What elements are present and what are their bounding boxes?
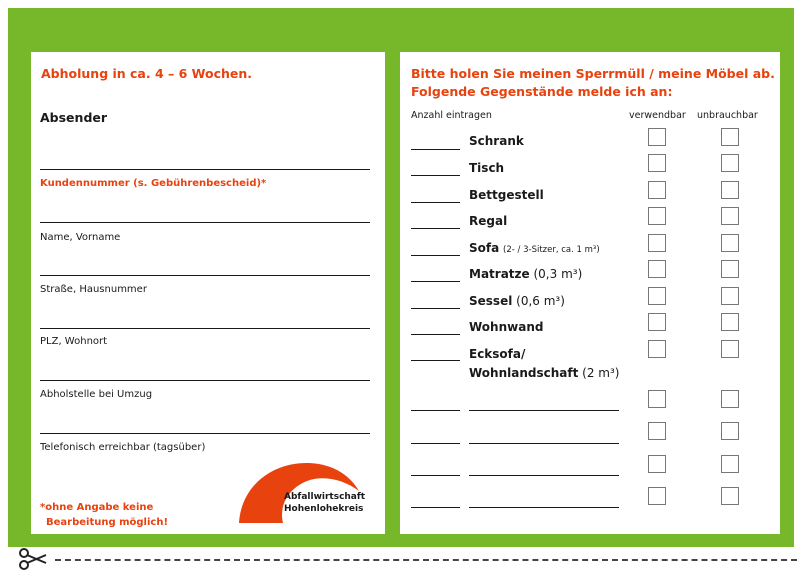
count-line[interactable]	[411, 281, 460, 282]
customer-number-label: Kundennummer (s. Gebührenbescheid)*	[40, 178, 267, 189]
cut-line	[55, 559, 797, 561]
usable-checkbox[interactable]	[648, 340, 666, 358]
count-column-header: Anzahl eintragen	[411, 110, 492, 121]
usable-checkbox[interactable]	[648, 313, 666, 331]
usable-checkbox[interactable]	[648, 422, 666, 440]
unusable-checkbox[interactable]	[721, 260, 739, 278]
request-title-line-2: Folgende Gegenstände melde ich an:	[411, 84, 673, 99]
item-name: Sessel	[469, 294, 513, 308]
count-line[interactable]	[411, 360, 460, 361]
usable-checkbox[interactable]	[648, 207, 666, 225]
usable-checkbox[interactable]	[648, 181, 666, 199]
usable-checkbox[interactable]	[648, 234, 666, 252]
item-label	[469, 267, 582, 281]
note-line-1: *ohne Angabe keine	[40, 502, 154, 513]
sender-line[interactable]	[40, 169, 370, 170]
item-name: Wohnwand	[469, 320, 544, 334]
required-note	[40, 500, 168, 530]
unusable-checkbox[interactable]	[721, 181, 739, 199]
pickup-time-title: Abholung in ca. 4 – 6 Wochen.	[41, 66, 253, 81]
item-label	[469, 320, 543, 334]
phone-label: Telefonisch erreichbar (tagsüber)	[40, 442, 206, 453]
count-line[interactable]	[411, 308, 460, 309]
count-line[interactable]	[411, 334, 460, 335]
count-line[interactable]	[411, 475, 460, 476]
postcode-line[interactable]	[40, 380, 370, 381]
count-line[interactable]	[411, 507, 460, 508]
count-line[interactable]	[411, 202, 460, 203]
unusable-checkbox[interactable]	[721, 487, 739, 505]
count-line[interactable]	[411, 410, 460, 411]
sender-heading: Absender	[40, 110, 108, 125]
name-line[interactable]	[40, 275, 370, 276]
unusable-checkbox[interactable]	[721, 154, 739, 172]
item-label	[469, 347, 525, 361]
request-title	[411, 65, 775, 101]
usable-checkbox[interactable]	[648, 128, 666, 146]
logo-text-line-2: Hohenlohekreis	[284, 504, 364, 514]
count-line[interactable]	[411, 175, 460, 176]
unusable-checkbox[interactable]	[721, 390, 739, 408]
item-name: Schrank	[469, 134, 524, 148]
item-extra: (2- / 3-Sitzer, ca. 1 m³)	[503, 245, 600, 255]
unusable-column-header: unbrauchbar	[697, 110, 758, 121]
item-name: Tisch	[469, 161, 505, 175]
count-line[interactable]	[411, 149, 460, 150]
item-label	[469, 188, 544, 202]
customer-number-line[interactable]	[40, 222, 370, 223]
count-line[interactable]	[411, 228, 460, 229]
item-name: Ecksofa/	[469, 347, 526, 361]
unusable-checkbox[interactable]	[721, 287, 739, 305]
usable-checkbox[interactable]	[648, 455, 666, 473]
item-name: Regal	[469, 214, 508, 228]
item-label	[469, 134, 524, 148]
unusable-checkbox[interactable]	[721, 128, 739, 146]
custom-item-line[interactable]	[469, 507, 619, 508]
postcode-label: PLZ, Wohnort	[40, 336, 108, 347]
usable-checkbox[interactable]	[648, 487, 666, 505]
count-line[interactable]	[411, 255, 460, 256]
custom-item-line[interactable]	[469, 475, 619, 476]
item-label	[469, 161, 504, 175]
unusable-checkbox[interactable]	[721, 313, 739, 331]
custom-item-line[interactable]	[469, 410, 619, 411]
item-extra: (2 m³)	[582, 366, 620, 380]
unusable-checkbox[interactable]	[721, 340, 739, 358]
unusable-checkbox[interactable]	[721, 234, 739, 252]
unusable-checkbox[interactable]	[721, 455, 739, 473]
usable-checkbox[interactable]	[648, 260, 666, 278]
item-name: Bettgestell	[469, 188, 544, 202]
note-line-2: Bearbeitung möglich!	[46, 517, 169, 528]
item-label	[469, 214, 507, 228]
unusable-checkbox[interactable]	[721, 422, 739, 440]
item-label	[469, 241, 600, 255]
item-label	[469, 294, 565, 308]
item-extra: (0,3 m³)	[533, 267, 583, 281]
pickup-address-line[interactable]	[40, 433, 370, 434]
unusable-checkbox[interactable]	[721, 207, 739, 225]
item-name: Sofa	[469, 241, 500, 255]
custom-item-line[interactable]	[469, 443, 619, 444]
scissors-icon	[18, 548, 48, 570]
usable-checkbox[interactable]	[648, 390, 666, 408]
street-line[interactable]	[40, 328, 370, 329]
usable-checkbox[interactable]	[648, 154, 666, 172]
request-title-line-1: Bitte holen Sie meinen Sperrmüll / meine Möbel ab.	[411, 66, 775, 81]
item-name: Matratze	[469, 267, 530, 281]
items-panel	[400, 52, 780, 534]
pickup-address-label: Abholstelle bei Umzug	[40, 389, 153, 400]
usable-column-header: verwendbar	[629, 110, 686, 121]
name-label: Name, Vorname	[40, 232, 121, 243]
item-label-line-2	[469, 366, 619, 380]
sender-panel	[31, 52, 385, 534]
logo-text-line-1: Abfallwirtschaft	[284, 492, 366, 502]
street-label: Straße, Hausnummer	[40, 284, 147, 295]
item-extra: (0,6 m³)	[516, 294, 565, 308]
count-line[interactable]	[411, 443, 460, 444]
usable-checkbox[interactable]	[648, 287, 666, 305]
item-name-line-2: Wohnlandschaft	[469, 366, 579, 380]
